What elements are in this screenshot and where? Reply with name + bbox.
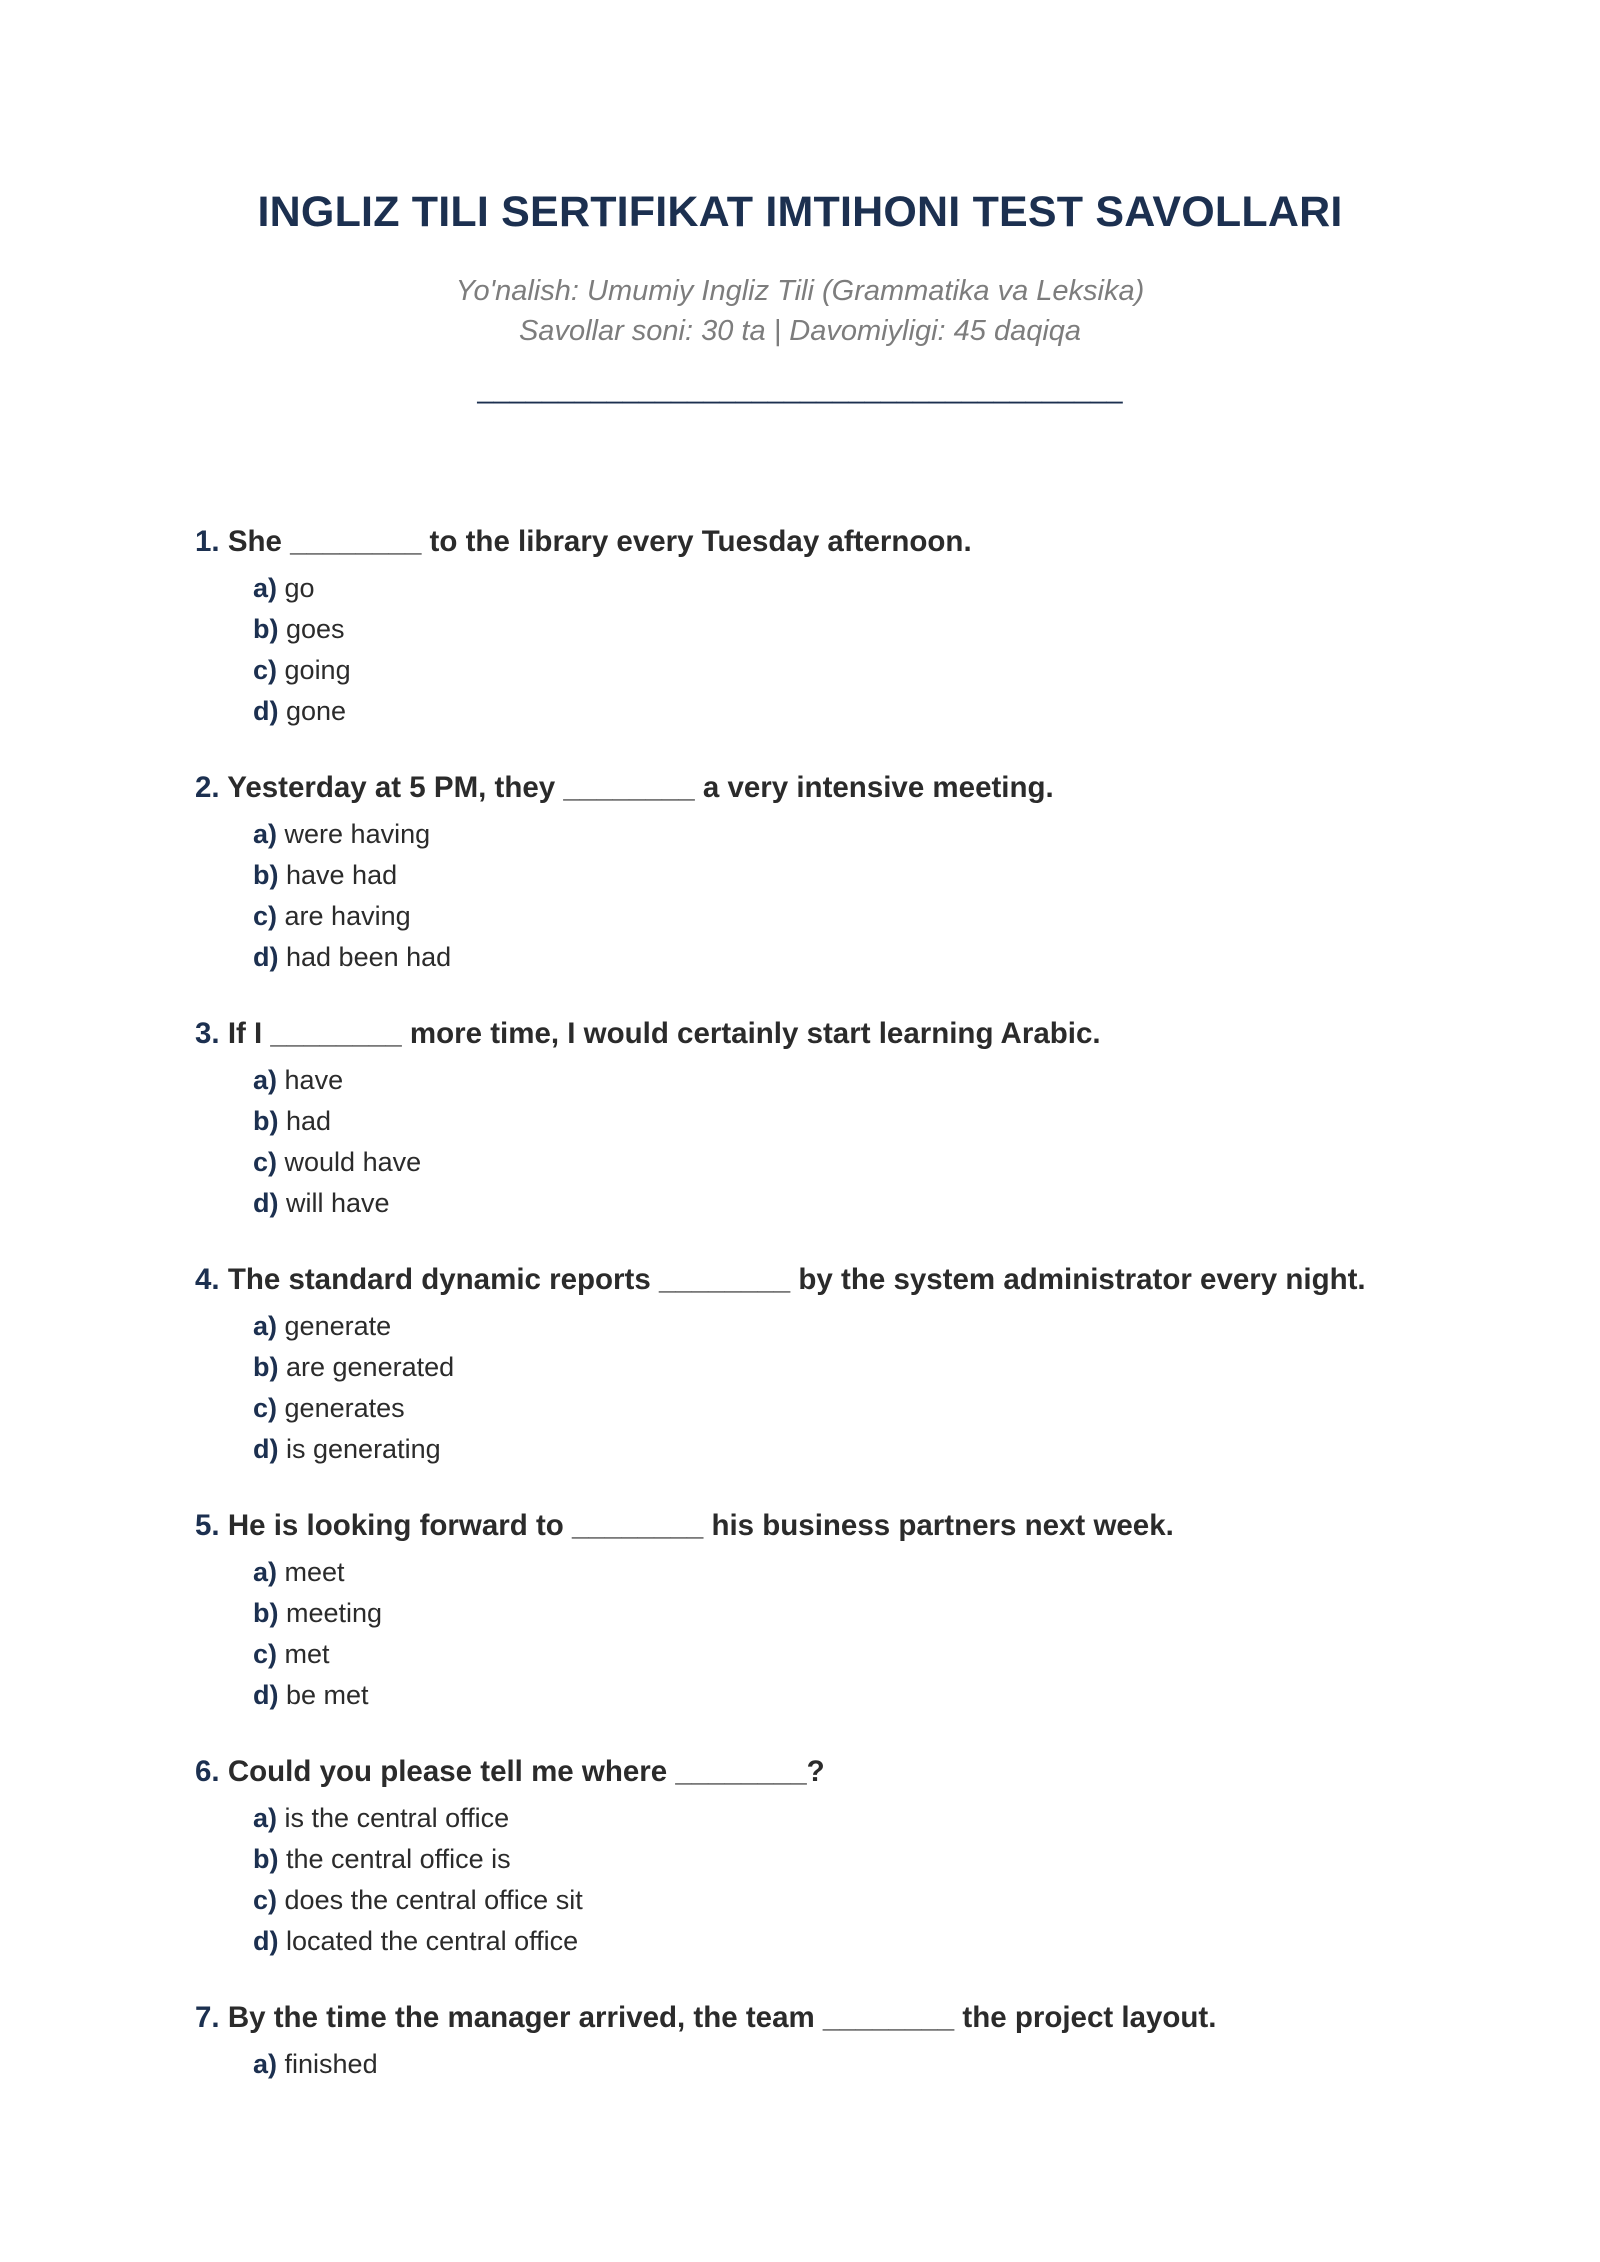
option-letter: a) — [253, 1311, 278, 1341]
question-list — [195, 522, 1445, 2121]
answer-options — [195, 1552, 1445, 1716]
option-text: finished — [284, 2049, 378, 2079]
option-letter: c) — [253, 1393, 278, 1423]
option-text: generates — [284, 1393, 405, 1423]
option-letter: d) — [253, 1188, 279, 1218]
question-stem — [195, 1998, 1445, 2038]
question-stem — [195, 768, 1445, 808]
option-letter: d) — [253, 696, 279, 726]
question-text: The standard dynamic reports ________ by the system administrator every night. — [227, 1263, 1366, 1296]
question-item — [195, 522, 1445, 732]
answer-option — [253, 1429, 1445, 1470]
subtitle-direction: Yo'nalish: Umumiy Ingliz Tili (Grammatika va Leksika) — [455, 275, 1145, 307]
header-divider: ________________________________________ — [477, 373, 1123, 405]
answer-option — [253, 1798, 1445, 1839]
option-letter: b) — [253, 1598, 279, 1628]
option-text: have had — [286, 860, 398, 890]
question-stem — [195, 1506, 1445, 1546]
option-text: were having — [284, 819, 431, 849]
question-stem — [195, 1014, 1445, 1054]
answer-option — [253, 2044, 1445, 2085]
option-text: be met — [286, 1680, 369, 1710]
question-number: 7. — [195, 2001, 220, 2034]
option-text: would have — [284, 1147, 422, 1177]
answer-option — [253, 609, 1445, 650]
option-text: are having — [284, 901, 411, 931]
question-item — [195, 1014, 1445, 1224]
answer-options — [195, 814, 1445, 978]
option-letter: b) — [253, 1844, 279, 1874]
answer-option — [253, 1839, 1445, 1880]
answer-option — [253, 937, 1445, 978]
option-letter: b) — [253, 1352, 279, 1382]
answer-options — [195, 1798, 1445, 1962]
option-letter: d) — [253, 1434, 279, 1464]
option-text: goes — [286, 614, 345, 644]
answer-option — [253, 1552, 1445, 1593]
question-number: 5. — [195, 1509, 220, 1542]
option-letter: a) — [253, 573, 278, 603]
answer-option — [253, 1634, 1445, 1675]
answer-option — [253, 1183, 1445, 1224]
question-stem — [195, 1752, 1445, 1792]
option-letter: a) — [253, 1557, 278, 1587]
question-text: Could you please tell me where ________? — [227, 1755, 825, 1788]
question-item — [195, 1260, 1445, 1470]
question-text: Yesterday at 5 PM, they ________ a very intensive meeting. — [227, 771, 1054, 804]
answer-options — [195, 568, 1445, 732]
option-text: is the central office — [284, 1803, 510, 1833]
subtitle-count-duration: Savollar soni: 30 ta | Davomiyligi: 45 daqiqa — [518, 315, 1082, 347]
option-letter: c) — [253, 1147, 278, 1177]
answer-options — [195, 1060, 1445, 1224]
option-text: met — [284, 1639, 330, 1669]
question-text: He is looking forward to ________ his business partners next week. — [227, 1509, 1174, 1542]
question-number: 3. — [195, 1017, 220, 1050]
answer-options — [195, 1306, 1445, 1470]
question-item — [195, 1506, 1445, 1716]
option-letter: b) — [253, 1106, 279, 1136]
question-stem — [195, 1260, 1445, 1300]
option-text: does the central office sit — [284, 1885, 583, 1915]
option-letter: a) — [253, 1065, 278, 1095]
answer-option — [253, 568, 1445, 609]
option-letter: c) — [253, 1885, 278, 1915]
answer-option — [253, 814, 1445, 855]
option-text: are generated — [286, 1352, 455, 1382]
option-text: meeting — [286, 1598, 383, 1628]
answer-option — [253, 1388, 1445, 1429]
option-letter: a) — [253, 819, 278, 849]
option-text: had been had — [286, 942, 452, 972]
answer-option — [253, 1101, 1445, 1142]
option-text: the central office is — [286, 1844, 511, 1874]
option-letter: b) — [253, 614, 279, 644]
answer-option — [253, 1306, 1445, 1347]
option-letter: d) — [253, 1680, 279, 1710]
answer-option — [253, 1593, 1445, 1634]
question-text: If I ________ more time, I would certainly start learning Arabic. — [227, 1017, 1101, 1050]
option-letter: a) — [253, 1803, 278, 1833]
document-title: INGLIZ TILI SERTIFIKAT IMTIHONI TEST SAVOLLARI — [257, 188, 1343, 236]
option-letter: c) — [253, 655, 278, 685]
answer-option — [253, 1675, 1445, 1716]
option-text: located the central office — [286, 1926, 579, 1956]
option-letter: d) — [253, 942, 279, 972]
answer-option — [253, 1921, 1445, 1962]
question-number: 4. — [195, 1263, 220, 1296]
option-letter: c) — [253, 901, 278, 931]
question-stem — [195, 522, 1445, 562]
question-item — [195, 768, 1445, 978]
option-text: generate — [284, 1311, 392, 1341]
answer-option — [253, 1060, 1445, 1101]
question-text: By the time the manager arrived, the team ________ the project layout. — [227, 2001, 1217, 2034]
question-item — [195, 1998, 1445, 2085]
option-text: going — [284, 655, 351, 685]
answer-option — [253, 1347, 1445, 1388]
answer-option — [253, 855, 1445, 896]
answer-option — [253, 691, 1445, 732]
document-header — [0, 188, 1600, 409]
question-number: 6. — [195, 1755, 220, 1788]
question-number: 1. — [195, 525, 220, 558]
question-text: She ________ to the library every Tuesday afternoon. — [227, 525, 972, 558]
option-letter: c) — [253, 1639, 278, 1669]
option-text: go — [284, 573, 315, 603]
answer-option — [253, 650, 1445, 691]
option-text: is generating — [286, 1434, 441, 1464]
answer-option — [253, 1880, 1445, 1921]
option-text: had — [286, 1106, 332, 1136]
option-text: gone — [286, 696, 347, 726]
option-text: meet — [284, 1557, 345, 1587]
option-letter: d) — [253, 1926, 279, 1956]
question-number: 2. — [195, 771, 220, 804]
document-subtitle — [0, 271, 1600, 351]
answer-option — [253, 896, 1445, 937]
question-item — [195, 1752, 1445, 1962]
option-text: will have — [286, 1188, 390, 1218]
answer-option — [253, 1142, 1445, 1183]
option-letter: a) — [253, 2049, 278, 2079]
option-letter: b) — [253, 860, 279, 890]
answer-options — [195, 2044, 1445, 2085]
option-text: have — [284, 1065, 344, 1095]
